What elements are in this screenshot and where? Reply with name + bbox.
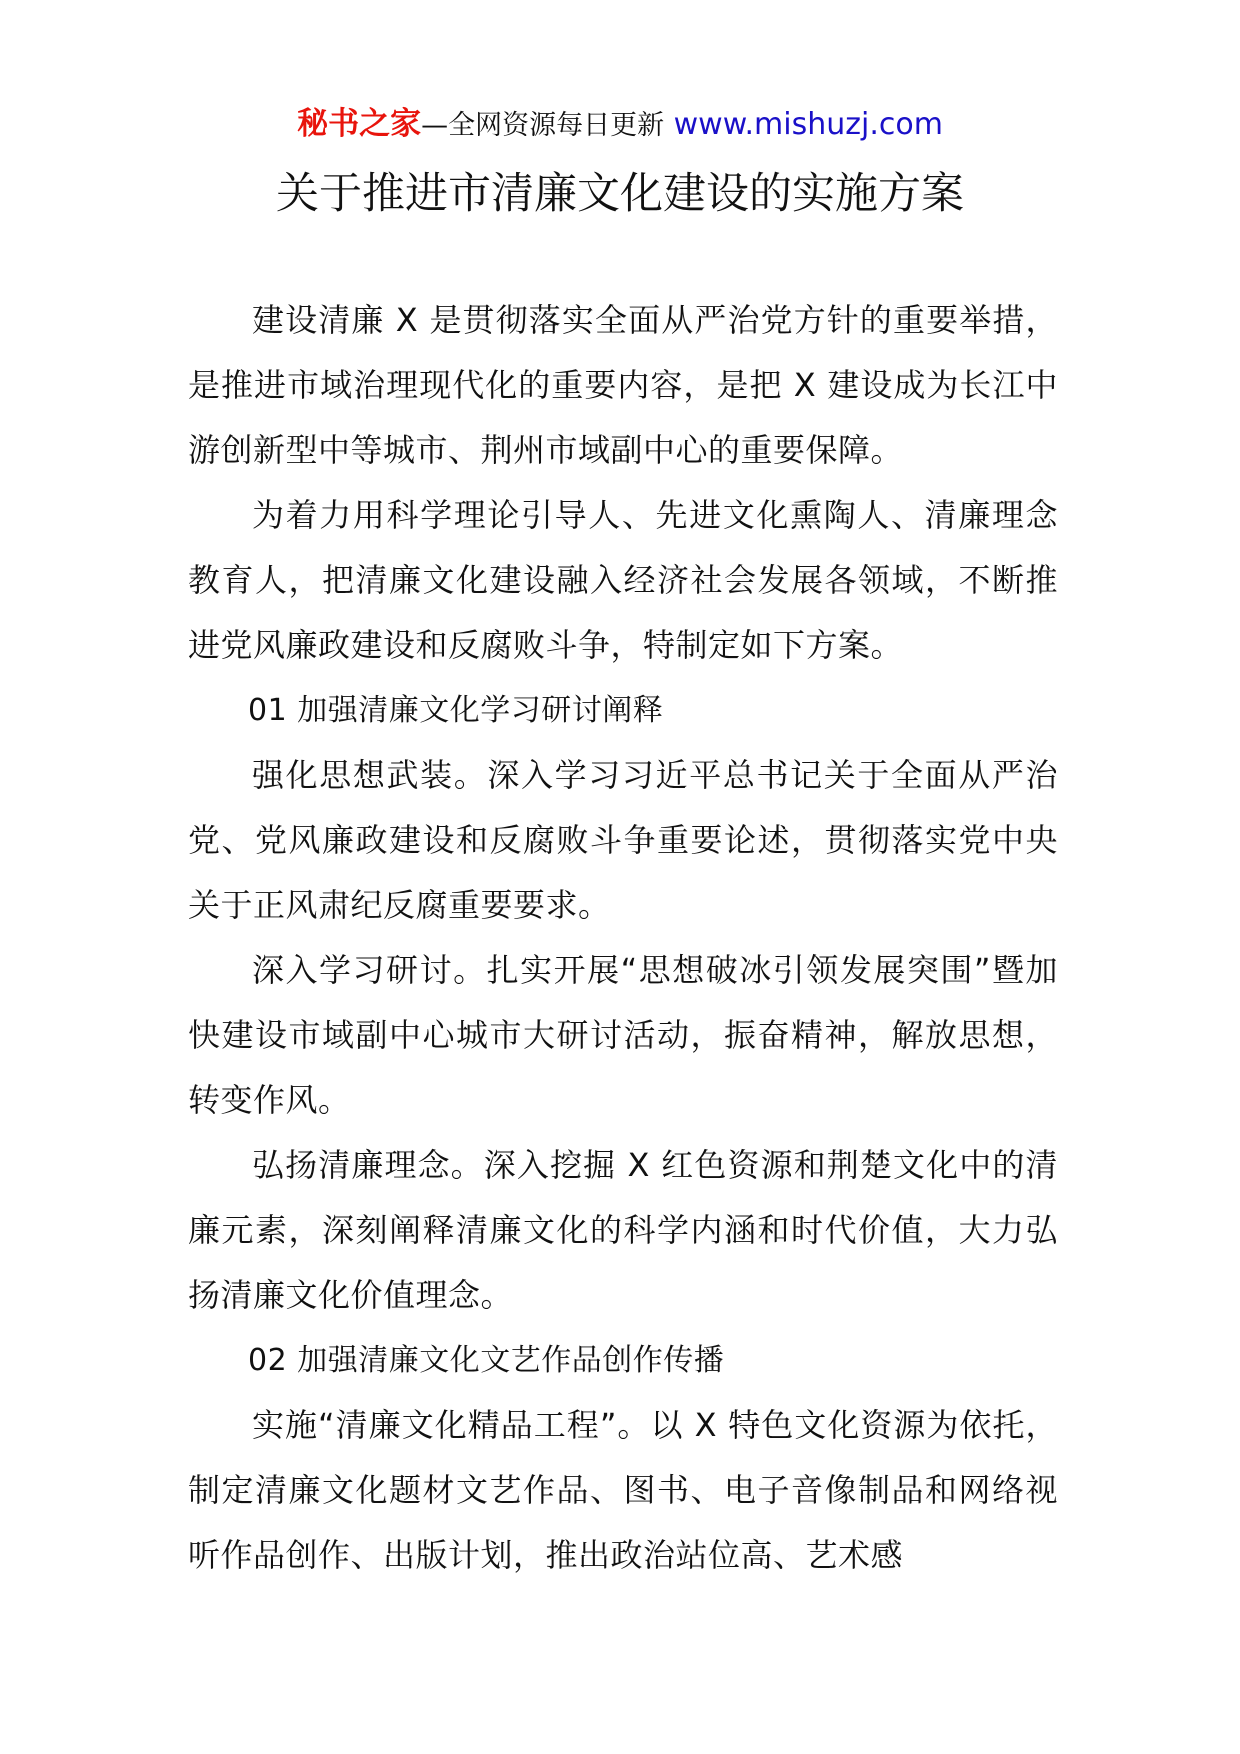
document-body <box>188 288 1058 1588</box>
paragraph-promote: 弘扬清廉理念。深入挖掘 X 红色资源和荆楚文化中的清廉元素，深刻阐释清廉文化的科学内涵和时代价值，大力弘扬清廉文化价值理念。 <box>188 1146 1058 1314</box>
paragraph-works: 实施“清廉文化精品工程”。以 X 特色文化资源为依托，制定清廉文化题材文艺作品、图书、电子音像制品和网络视听作品创作、出版计划，推出政治站位高、艺术感 <box>188 1406 1058 1574</box>
paragraph-study: 深入学习研讨。扎实开展“思想破冰引领发展突围”暨加快建设市域副中心城市大研讨活动，振奋精神，解放思想，转变作风。 <box>188 951 1058 1119</box>
site-banner <box>0 102 1240 148</box>
paragraph-intro: 建设清廉 X 是贯彻落实全面从严治党方针的重要举措，是推进市域治理现代化的重要内容，是把 X 建设成为长江中游创新型中等城市、荆州市域副中心的重要保障。 <box>188 301 1058 469</box>
section-heading-02: 02 加强清廉文化文艺作品创作传播 <box>248 1343 725 1378</box>
paragraph-ideology: 强化思想武装。深入学习习近平总书记关于全面从严治党、党风廉政建设和反腐败斗争重要论述，贯彻落实党中央关于正风肃纪反腐重要要求。 <box>188 756 1058 924</box>
site-url-link[interactable]: www.mishuzj.com <box>673 107 943 142</box>
banner-slogan: —全网资源每日更新 <box>421 110 665 141</box>
brand-name: 秘书之家 <box>297 106 422 142</box>
document-title: 关于推进市清廉文化建设的实施方案 <box>276 169 964 219</box>
paragraph-purpose: 为着力用科学理论引导人、先进文化熏陶人、清廉理念教育人，把清廉文化建设融入经济社会发展各领域，不断推进党风廉政建设和反腐败斗争，特制定如下方案。 <box>188 496 1058 664</box>
section-heading-01: 01 加强清廉文化学习研讨阐释 <box>248 693 664 728</box>
